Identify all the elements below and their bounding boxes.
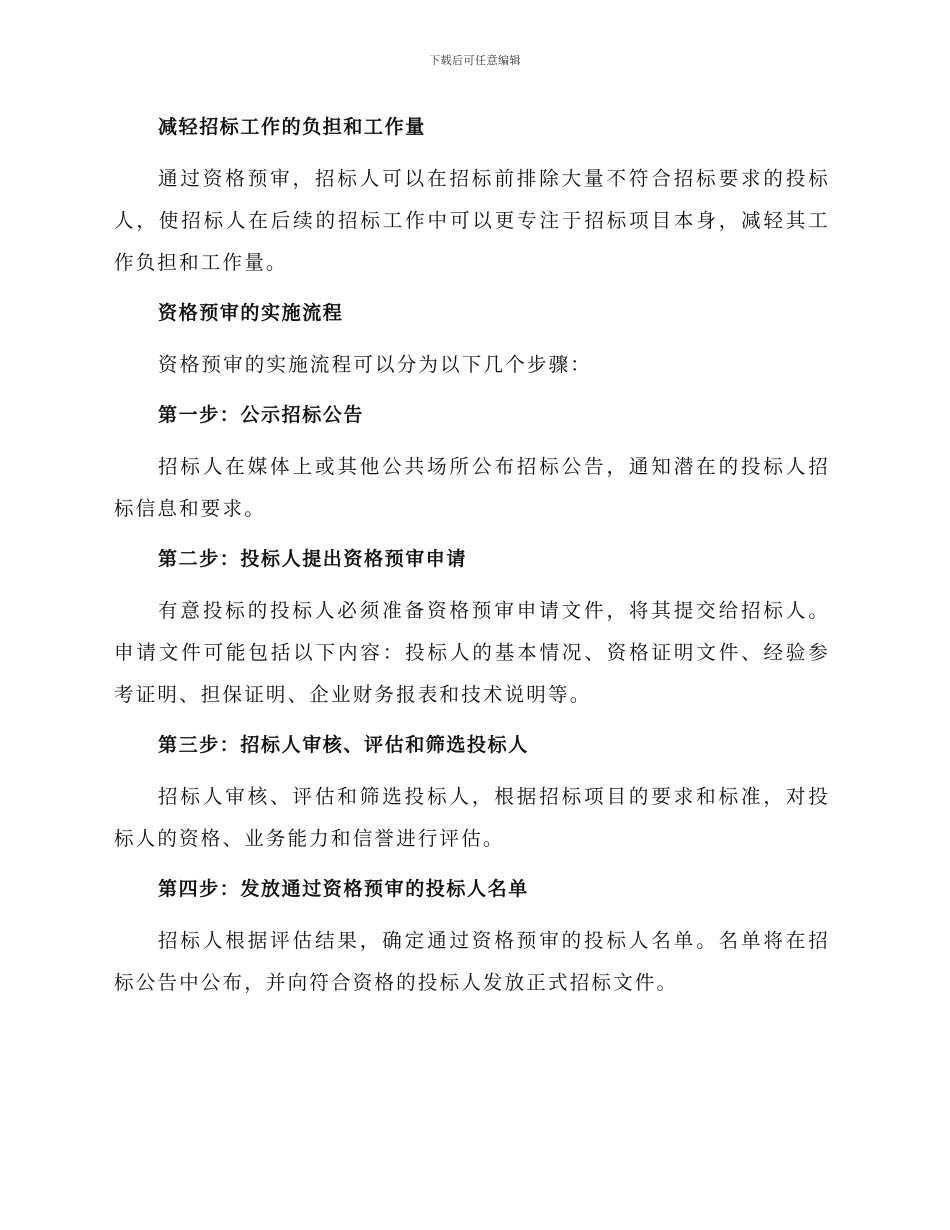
step-2-paragraph: 有意投标的投标人必须准备资格预审申请文件，将其提交给招标人。申请文件可能包括以下内容：投标人的基本情况、资格证明文件、经验参考证明、担保证明、企业财务报表和技术说明等。 [114,599,830,706]
paragraph-reduce-burden: 通过资格预审，招标人可以在招标前排除大量不符合招标要求的投标人，使招标人在后续的招标工作中可以更专注于招标项目本身，减轻其工作负担和工作量。 [114,167,830,274]
step-1-paragraph: 招标人在媒体上或其他公共场所公布招标公告，通知潜在的投标人招标信息和要求。 [114,455,830,520]
section-heading-reduce-burden: 减轻招标工作的负担和工作量 [158,116,426,138]
page-header: 下载后可任意编辑 [429,54,521,67]
step-4-paragraph: 招标人根据评估结果，确定通过资格预审的投标人名单。名单将在招标公告中公布，并向符合资格的投标人发放正式招标文件。 [114,929,830,994]
step-4-heading: 第四步：发放通过资格预审的投标人名单 [158,878,529,900]
document-body [114,106,830,1012]
step-3-heading: 第三步：招标人审核、评估和筛选投标人 [158,734,529,756]
paragraph-process-intro: 资格预审的实施流程可以分为以下几个步骤： [158,353,593,376]
step-2-heading: 第二步：投标人提出资格预审申请 [158,548,468,570]
step-1-heading: 第一步：公示招标公告 [158,404,365,426]
section-heading-process: 资格预审的实施流程 [158,302,344,324]
step-3-paragraph: 招标人审核、评估和筛选投标人，根据招标项目的要求和标准，对投标人的资格、业务能力和信誉进行评估。 [114,785,830,850]
